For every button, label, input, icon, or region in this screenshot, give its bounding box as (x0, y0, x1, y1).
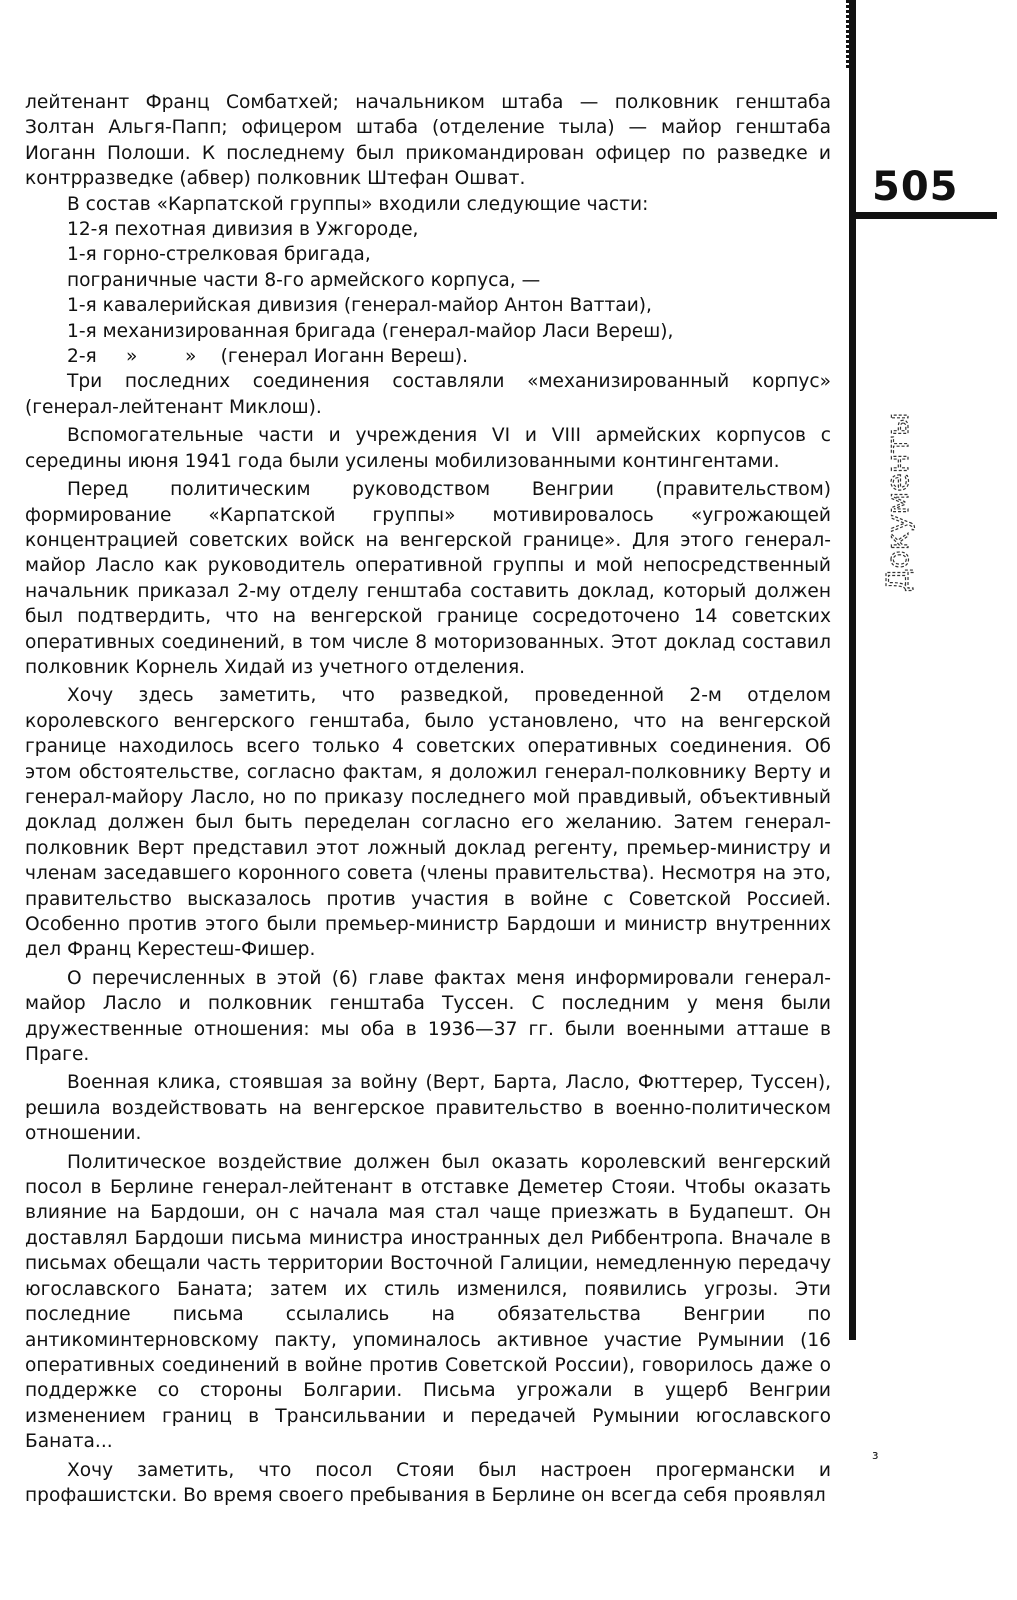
page-number-rule (849, 212, 997, 219)
list-item-number: 2-я (67, 346, 97, 368)
paragraph: лейтенант Франц Сомбатхей; начальником штаба — полковник генштаба Золтан Альгя-Папп; офицером штаба (отделение тыла) — майор генштаба Иоганн Полоши. К последнему был прикомандирован офицер по разведке и контрразведке (абвер) полковник Штефан Ошват. (25, 92, 831, 190)
page-number: 505 (872, 164, 959, 210)
list-item: 1-я горно-стрелковая бригада, (67, 244, 371, 266)
ditto-mark: » (185, 346, 197, 368)
paragraph: Вспомогательные части и учреждения VI и VIII армейских корпусов с середины июня 1941 года были усилены мобилизованными контингентами. (25, 425, 831, 472)
list-item-text: (генерал Иоганн Вереш). (220, 346, 468, 368)
list-item: 12-я пехотная дивизия в Ужгороде, (67, 219, 419, 241)
paragraph: Военная клика, стоявшая за войну (Верт, Барта, Ласло, Фюттерер, Туссен), решила воздействовать на венгерское правительство в военно-политическом отношении. (25, 1072, 831, 1145)
margin-mark: з (872, 1448, 879, 1462)
paragraph: О перечисленных в этой (6) главе фактах меня информировали генерал-майор Ласло и полковник генштаба Туссен. С последним у меня были дружественные отношения: мы оба в 1936—37 гг. были военными атташе в Праге. (25, 967, 831, 1066)
ditto-mark: » (126, 346, 138, 368)
section-label: Документы (881, 412, 916, 592)
paragraph: Три последних соединения составляли «механизированный корпус» (генерал-лейтенант Миклош). (25, 371, 831, 418)
paragraph: Перед политическим руководством Венгрии (правительством) формирование «Карпатской группы» мотивировалось «угрожающей концентрацией советских войск на венгерской границе». Для этого генерал-майор Ласло как руководитель оперативной группы и мой непосредственный начальник приказал 2-му отделу генштаба составить доклад, который должен был подтвердить, что на венгерской границе сосредоточено 14 советских оперативных соединений, в том числе 8 моторизованных. Этот доклад составил полковник Корнель Хидай из учетного отделения. (25, 479, 831, 678)
list-item (25, 344, 831, 369)
section-tab (880, 360, 920, 600)
margin-rule (849, 0, 856, 1340)
list-item: 1-я механизированная бригада (генерал-майор Ласи Вереш), (67, 320, 674, 342)
paragraph: Хочу здесь заметить, что разведкой, проведенной 2-м отделом королевского венгерского генштаба, было установлено, что на венгерской границе находилось всего только 4 советских оперативных соединения. Об этом обстоятельстве, согласно фактам, я доложил генерал-полковнику Верту и генерал-майору Ласло, но по приказу последнего мой правдивый, объективный доклад должен был быть переделан согласно его желанию. Затем генерал-полковник Верт представил этот ложный доклад регенту, премьер-министру и членам заседавшего коронного совета (члены правительства). Несмотря на это, правительство высказалось против участия в войне с Советской Россией. Особенно против этого были премьер-министр Бардоши и министр внутренних дел Франц Керестеш-Фишер. (25, 685, 831, 961)
paragraph: В состав «Карпатской группы» входили следующие части: (67, 193, 649, 215)
paragraph: Политическое воздействие должен был оказать королевский венгерский посол в Берлине генерал-лейтенант в отставке Деметер Стояи. Чтобы оказать влияние на Бардоши, он с начала мая стал чаще приезжать в Будапешт. Он доставлял Бардоши письма министра иностранных дел Риббентропа. Вначале в письмах обещали часть территории Восточной Галиции, немедленную передачу югославского Баната; затем их стиль изменился, появились угрозы. Эти последние письма ссылались на обязательства Венгрии по антикоминтерновскому пакту, упоминалось активное участие Румынии (16 оперативных соединений в войне против Советской России), говорилось даже о поддержке со стороны Болгарии. Письма угрожали в ущерб Венгрии изменением границ в Трансильвании и передачей Румынии югославского Баната... (25, 1151, 831, 1453)
list-item: 1-я кавалерийская дивизия (генерал-майор Антон Ваттаи), (67, 295, 652, 317)
paragraph: Хочу заметить, что посол Стояи был настроен прогермански и профашистски. Во время своего пребывания в Берлине он всегда себя проявлял (25, 1459, 831, 1506)
list-item: пограничные части 8-го армейского корпуса, — (67, 269, 541, 291)
page-body (25, 90, 831, 1508)
